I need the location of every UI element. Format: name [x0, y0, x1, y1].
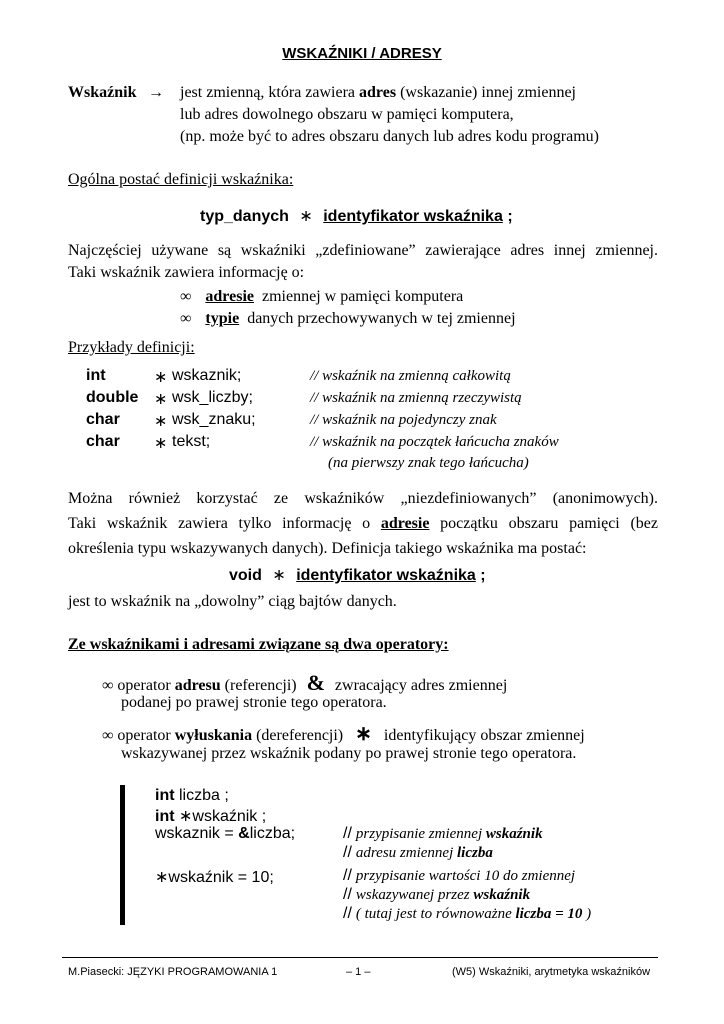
operators-heading: Ze wskaźnikami i adresami związane są dwa operatory:: [68, 636, 449, 653]
void-after-text: jest to wskaźnik na „dowolny” ciąg bajtów danych.: [68, 593, 397, 610]
example-star: ∗: [154, 369, 168, 386]
footer-right: (W5) Wskaźniki, arytmetyka wskaźników: [452, 966, 651, 978]
infinity-bullet-icon: ∞: [180, 310, 192, 327]
definition-line-1: jest zmienną, która zawiera adres (wskazanie) innej zmiennej: [180, 84, 576, 101]
operator-dereference-line-2: wskazywanej przez wskaźnik podany po prawej stronie tego operatora.: [121, 745, 577, 762]
defined-paragraph-line-2: Taki wskaźnik zawiera informację o:: [68, 264, 305, 281]
example-type: int: [86, 367, 106, 384]
example-type: char: [86, 433, 120, 450]
defined-paragraph-line-1: Najczęściej używane są wskaźniki „zdefiniowane” zawierające adres innej zmiennej.: [68, 242, 658, 259]
page-number: – 1 –: [346, 966, 371, 978]
operator-address-line-1: ∞ operator adresu (referencji) & zwracający adres zmiennej: [102, 670, 508, 695]
example-comment: // wskaźnik na zmienną całkowitą: [310, 368, 511, 384]
example-star: ∗: [154, 391, 168, 408]
list-item: ∞ typie danych przechowywanych w tej zmiennej: [180, 310, 516, 327]
infinity-bullet-icon: ∞: [180, 288, 192, 305]
syntax-semicolon: ;: [507, 208, 513, 225]
list-item: ∞ adresie zmiennej w pamięci komputera: [180, 288, 464, 305]
arrow-symbol: →: [148, 84, 164, 101]
definition-line-2: lub adres dowolnego obszaru w pamięci komputera,: [180, 106, 514, 123]
code-line-3: wskaznik = &liczba;: [155, 825, 296, 842]
syntax-star: ∗: [299, 208, 313, 225]
asterisk-symbol: ∗: [355, 723, 372, 745]
void-syntax: void ∗ identyfikator wskaźnika ;: [229, 567, 486, 584]
code-comment-3: // przypisanie zmiennej wskaźnik: [343, 825, 543, 842]
example-star: ∗: [154, 413, 168, 430]
general-syntax: [200, 206, 513, 226]
example-comment: // wskaźnik na zmienną rzeczywistą: [310, 390, 522, 406]
code-line-5: ∗wskaźnik = 10;: [155, 869, 274, 886]
code-comment-4: // adresu zmiennej liczba: [343, 844, 493, 861]
void-paragraph-line-3: określenia typu wskazywanych danych). Definicja takiego wskaźnika ma postać:: [68, 540, 587, 557]
footer-left: M.Piasecki: JĘZYKI PROGRAMOWANIA 1: [68, 966, 278, 978]
example-type: char: [86, 411, 120, 428]
example-identifier: tekst;: [172, 433, 211, 450]
general-form-heading: Ogólna postać definicji wskaźnika:: [68, 171, 294, 188]
syntax-type: typ_danych: [200, 208, 289, 225]
code-line-2: int ∗wskaźnik ;: [155, 808, 267, 825]
definition-line-3: (np. może być to adres obszaru danych lub adres kodu programu): [180, 128, 599, 145]
definition-term: Wskaźnik: [68, 84, 137, 101]
example-note: (na pierwszy znak tego łańcucha): [328, 455, 529, 471]
code-box-bar: [120, 785, 125, 925]
code-line-1: int liczba ;: [155, 787, 229, 804]
page-title: WSKAŹNIKI / ADRESY: [282, 45, 442, 62]
example-star: ∗: [154, 435, 168, 452]
example-comment: // wskaźnik na początek łańcucha znaków: [310, 434, 559, 450]
void-paragraph-line-1: Można również korzystać ze wskaźników „niezdefiniowanych” (anonimowych).: [68, 490, 658, 507]
ampersand-symbol: &: [306, 670, 325, 695]
infinity-bullet-icon: ∞: [102, 677, 114, 694]
operator-address-line-2: podanej po prawej stronie tego operatora.: [121, 694, 387, 711]
code-comment-6: // wskazywanej przez wskaźnik: [343, 886, 531, 903]
code-comment-5: // przypisanie wartości 10 do zmiennej: [343, 867, 576, 884]
example-type: double: [86, 389, 139, 406]
infinity-bullet-icon: ∞: [102, 727, 114, 744]
examples-heading: Przykłady definicji:: [68, 339, 195, 356]
example-identifier: wsk_liczby;: [172, 389, 253, 406]
example-identifier: wskaznik;: [172, 367, 242, 384]
example-comment: // wskaźnik na pojedynczy znak: [310, 412, 497, 428]
operator-dereference-line-1: ∞ operator wyłuskania (dereferencji) ∗ identyfikujący obszar zmiennej: [102, 723, 585, 745]
syntax-identifier: identyfikator wskaźnika: [323, 208, 503, 225]
example-identifier: wsk_znaku;: [172, 411, 256, 428]
footer-divider: [62, 957, 658, 958]
code-comment-7: // ( tutaj jest to równoważne liczba = 10 ): [343, 905, 592, 922]
void-paragraph-line-2: Taki wskaźnik zawiera tylko informację o adresie początku obszaru pamięci (bez: [68, 515, 658, 532]
